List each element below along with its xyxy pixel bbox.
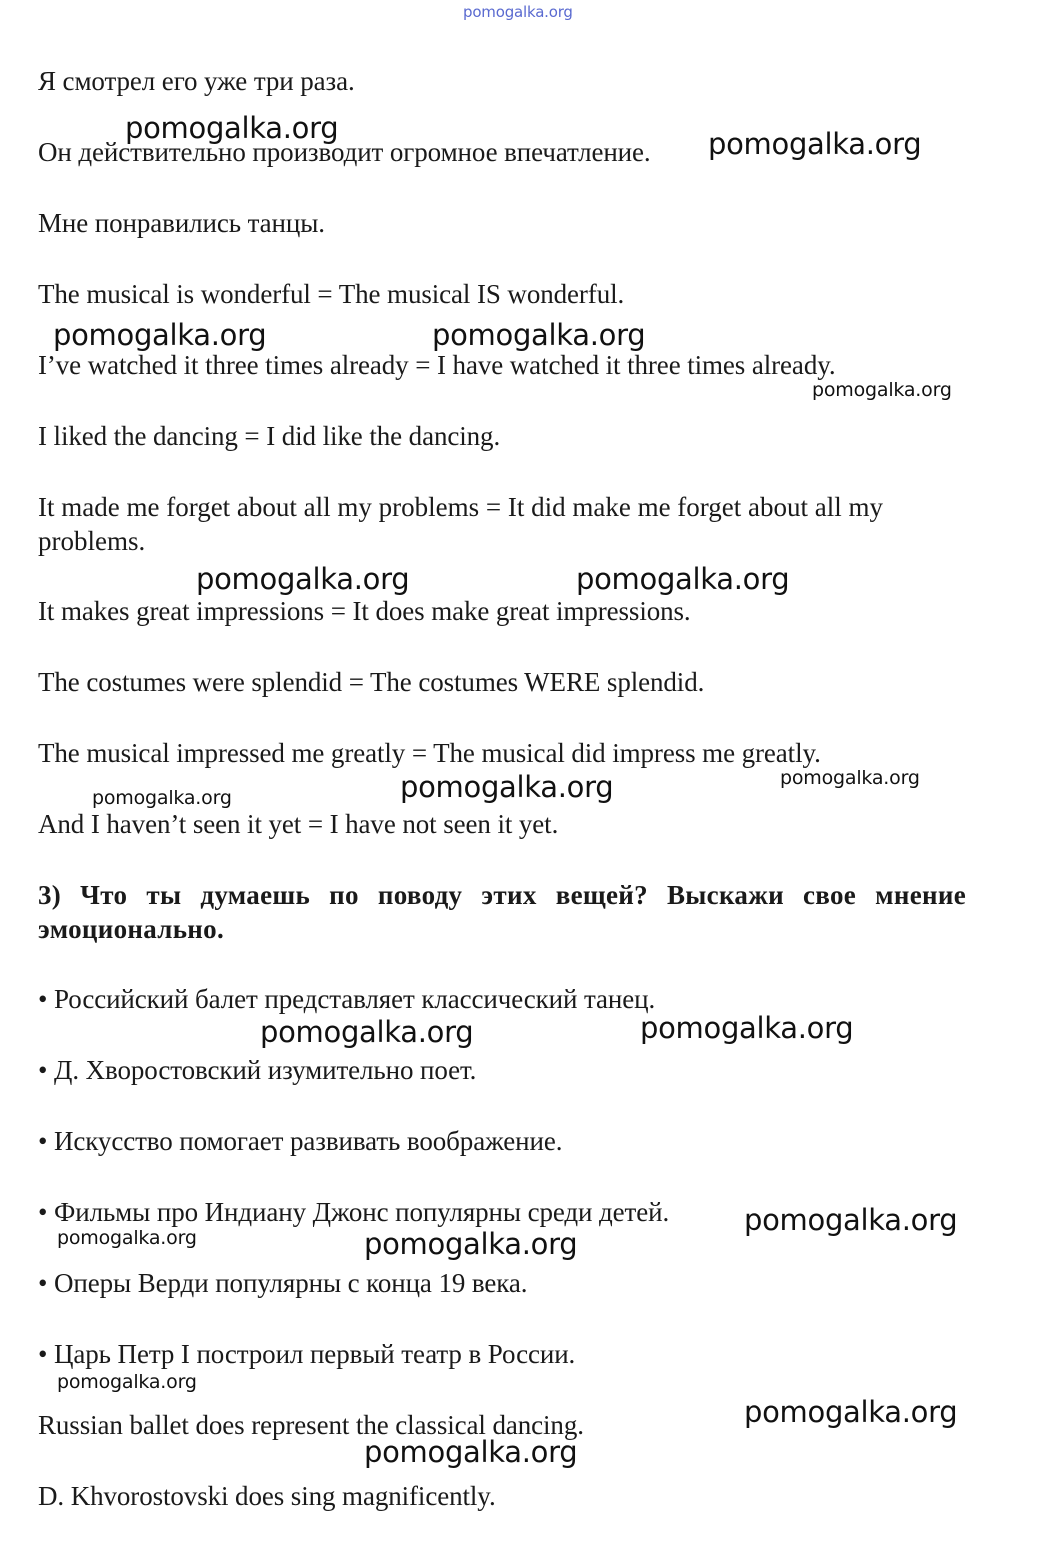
bullet-item-6: • Царь Петр I построил первый театр в России. — [38, 1339, 576, 1369]
watermark: pomogalka.org — [576, 562, 790, 596]
bullet-item-1: • Российский балет представляет классический танец. — [38, 984, 656, 1014]
text-line-ru-1: Я смотрел его уже три раза. — [38, 66, 355, 96]
bullet-item-3: • Искусство помогает развивать воображение. — [38, 1126, 563, 1156]
watermark: pomogalka.org — [53, 318, 267, 352]
watermark: pomogalka.org — [260, 1015, 474, 1049]
watermark: pomogalka.org — [780, 767, 920, 789]
watermark: pomogalka.org — [57, 1371, 197, 1393]
text-line-en-4: It made me forget about all my problems = It did make me forget about all my problems. — [38, 492, 884, 556]
text-line-en-7: The musical impressed me greatly = The musical did impress me greatly. — [38, 738, 821, 768]
watermark: pomogalka.org — [92, 787, 232, 809]
watermark: pomogalka.org — [196, 562, 410, 596]
text-line-en-2: I’ve watched it three times already = I have watched it three times already. — [38, 350, 836, 380]
watermark: pomogalka.org — [708, 127, 922, 161]
text-line-en-8: And I haven’t seen it yet = I have not seen it yet. — [38, 809, 559, 839]
watermark: pomogalka.org — [400, 770, 614, 804]
text-line-ru-2: Он действительно производит огромное впечатление. — [38, 137, 651, 167]
answer-line-1: Russian ballet does represent the classical dancing. — [38, 1410, 584, 1440]
answer-line-2: D. Khvorostovski does sing magnificently. — [38, 1481, 496, 1511]
watermark: pomogalka.org — [744, 1203, 958, 1237]
watermark: pomogalka.org — [432, 318, 646, 352]
watermark: pomogalka.org — [364, 1435, 578, 1469]
text-line-en-3: I liked the dancing = I did like the dancing. — [38, 421, 501, 451]
watermark: pomogalka.org — [640, 1011, 854, 1045]
watermark: pomogalka.org — [364, 1227, 578, 1261]
watermark: pomogalka.org — [125, 111, 339, 145]
watermark: pomogalka.org — [744, 1395, 958, 1429]
watermark: pomogalka.org — [57, 1227, 197, 1249]
watermark: pomogalka.org — [812, 379, 952, 401]
text-line-en-6: The costumes were splendid = The costumes WERE splendid. — [38, 667, 705, 697]
bullet-item-2: • Д. Хворостовский изумительно поет. — [38, 1055, 477, 1085]
text-line-en-5: It makes great impressions = It does make great impressions. — [38, 596, 691, 626]
bullet-item-5: • Оперы Верди популярны с конца 19 века. — [38, 1268, 528, 1298]
section-3-heading: 3) Что ты думаешь по поводу этих вещей? Выскажи свое мнение эмоционально. — [38, 880, 966, 944]
text-line-ru-3: Мне понравились танцы. — [38, 208, 325, 238]
bullet-item-4: • Фильмы про Индиану Джонс популярны среди детей. — [38, 1197, 670, 1227]
header-watermark: pomogalka.org — [463, 3, 573, 21]
text-line-en-1: The musical is wonderful = The musical IS wonderful. — [38, 279, 625, 309]
